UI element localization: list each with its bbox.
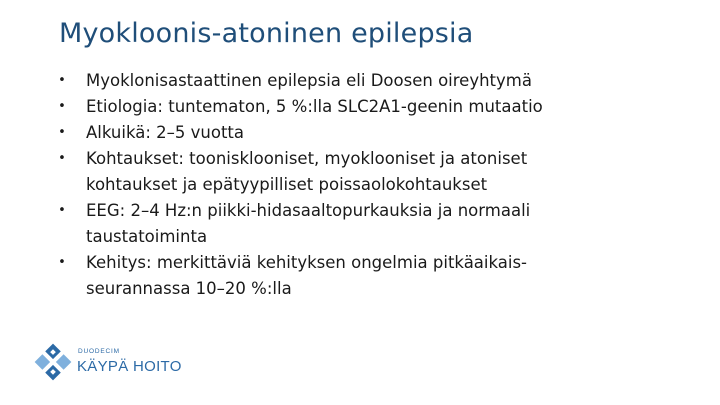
logo-small-text: DUODECIM	[78, 348, 120, 355]
bullet-text: EEG: 2–4 Hz:n piikki-hidasaaltopurkauksia ja normaali	[86, 201, 531, 220]
bullet-text-continuation: kohtaukset ja epätyypilliset poissaolokohtaukset	[86, 175, 488, 194]
list-item	[56, 68, 656, 94]
list-item	[56, 120, 656, 146]
bullet-point: •	[58, 99, 66, 114]
bullet-point: •	[58, 151, 66, 166]
bullet-text-continuation: taustatoiminta	[86, 227, 208, 246]
bullet-list	[56, 68, 656, 302]
bullet-text: Kehitys: merkittäviä kehityksen ongelmia pitkäaikais-	[86, 253, 528, 272]
list-item	[56, 94, 656, 120]
bullet-text: Myoklonisastaattinen epilepsia eli Doosen oireyhtymä	[86, 71, 532, 90]
page-title: Myokloonis-atoninen epilepsia	[59, 18, 474, 49]
bullet-text: Alkuikä: 2–5 vuotta	[86, 123, 244, 142]
bullet-text: Etiologia: tuntematon, 5 %:lla SLC2A1-geenin mutaatio	[86, 97, 543, 116]
kaypa-hoito-logo	[33, 342, 183, 386]
bullet-point: •	[58, 255, 66, 270]
diamond-logo-icon	[33, 342, 73, 382]
list-item	[56, 250, 656, 302]
list-item	[56, 146, 656, 198]
list-item	[56, 198, 656, 250]
bullet-point: •	[58, 73, 66, 88]
bullet-text-continuation: seurannassa 10–20 %:lla	[86, 279, 292, 298]
logo-big-text: KÄYPÄ HOITO	[77, 358, 182, 375]
bullet-point: •	[58, 125, 66, 140]
bullet-text: Kohtaukset: toonisklooniset, myoklooniset ja atoniset	[86, 149, 528, 168]
bullet-point: •	[58, 203, 66, 218]
